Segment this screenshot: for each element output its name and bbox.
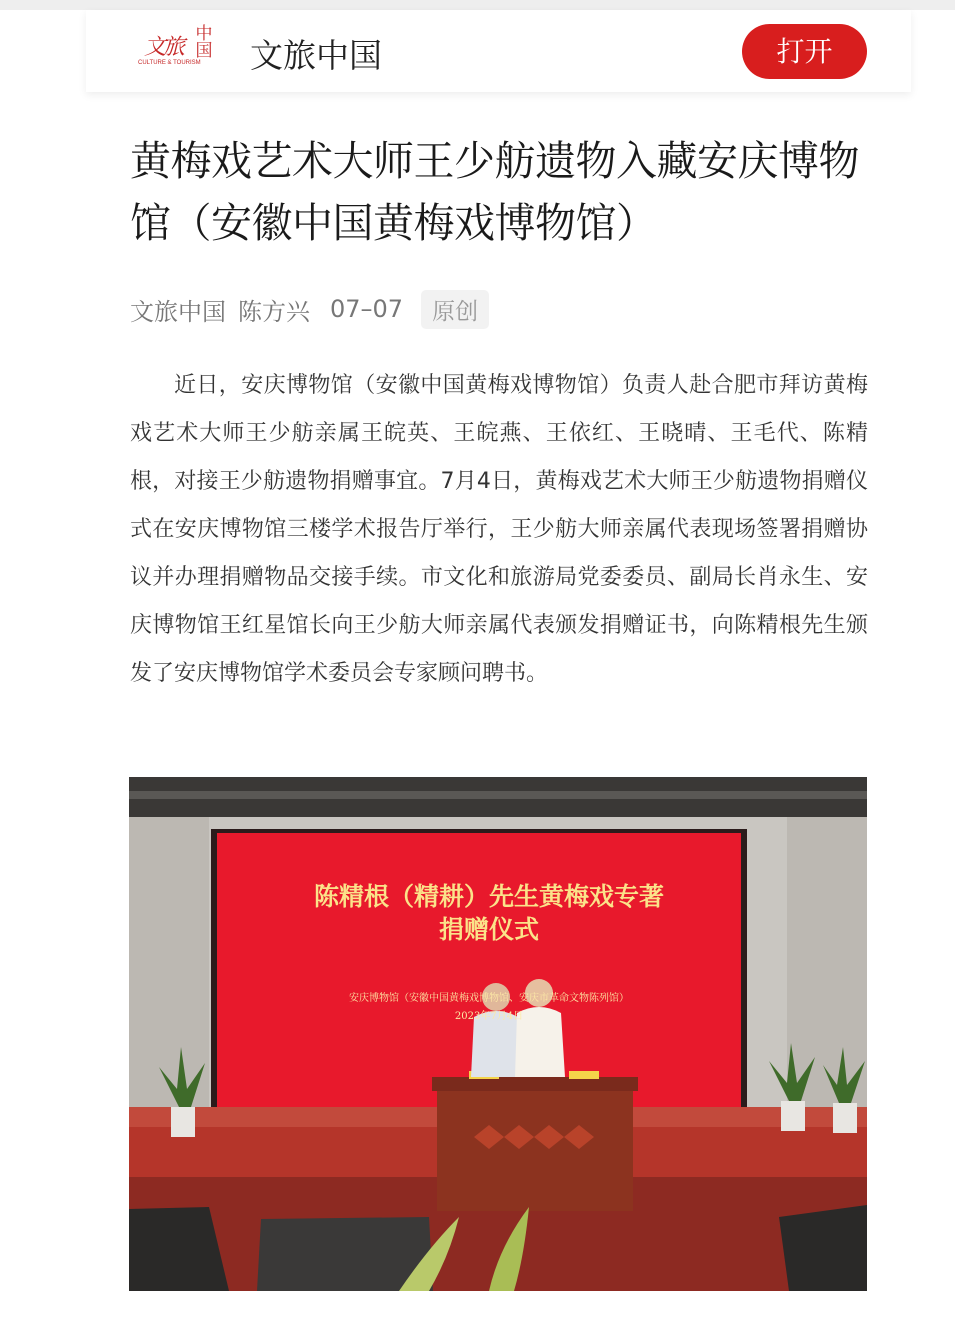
screen-date: 2023年7月4日 [454, 1011, 524, 1022]
screen-title-line-2: 捐赠仪式 [438, 915, 539, 944]
screen-title [289, 880, 689, 946]
photo-podium [437, 1091, 633, 1211]
photo-speaker-right [779, 1205, 867, 1291]
photo-podium-top [432, 1077, 638, 1091]
brand-name: 文旅中国 [250, 36, 382, 75]
screen-subtitle: 安庆博物馆（安徽中国黄梅戏博物馆、安庆市革命文物陈列馆） [349, 993, 629, 1004]
photo-pot-right-2 [833, 1103, 857, 1133]
photo-scene [129, 777, 867, 1291]
article-title: 黄梅戏艺术大师王少舫遗物入藏安庆博物馆（安徽中国黄梅戏博物馆） [130, 137, 859, 247]
logo-zhong: 中国 [195, 24, 213, 61]
article-photo[interactable] [129, 777, 867, 1291]
article-paragraph: 近日，安庆博物馆（安徽中国黄梅戏博物馆）负责人赴合肥市拜访黄梅戏艺术大师王少舫亲属王皖英、王皖燕、王依红、王晓晴、王毛代、陈精根，对接王少舫遗物捐赠事宜。7月4日，黄梅戏艺术大师王少舫遗物捐赠仪式在安庆博物馆三楼学术报告厅举行，王少舫大师亲属代表现场签署捐赠协议并办理捐赠物品交接手续。市文化和旅游局党委委员、副局长肖永生、安庆博物馆王红星馆长向王少舫大师亲属代表颁发捐赠证书，向陈精根先生颁发了安庆博物馆学术委员会专家顾问聘书。 [130, 373, 868, 686]
status-bar-gap [0, 0, 955, 10]
open-app-button[interactable]: 打开 [742, 24, 867, 79]
photo-nameplate-right [569, 1071, 599, 1079]
article-source[interactable]: 文旅中国 [130, 297, 226, 326]
app-logo[interactable] [138, 24, 216, 74]
article-author: 陈方兴 [238, 297, 310, 326]
app-bar [86, 10, 911, 92]
article-date: 07–07 [330, 295, 404, 323]
photo-wall-left [129, 817, 209, 1117]
photo-pot-left [171, 1107, 195, 1137]
logo-script: 文旅 [144, 35, 183, 60]
photo-ceiling-stripe [129, 791, 867, 799]
photo-monitor-left [257, 1217, 433, 1291]
original-badge: 原创 [421, 290, 489, 329]
screen-title-line-1: 陈精根（精耕）先生黄梅戏专著 [313, 882, 664, 911]
photo-pot-right-1 [781, 1101, 805, 1131]
logo-subtitle: CULTURE & TOURISM [138, 60, 201, 66]
article-meta [130, 290, 489, 328]
